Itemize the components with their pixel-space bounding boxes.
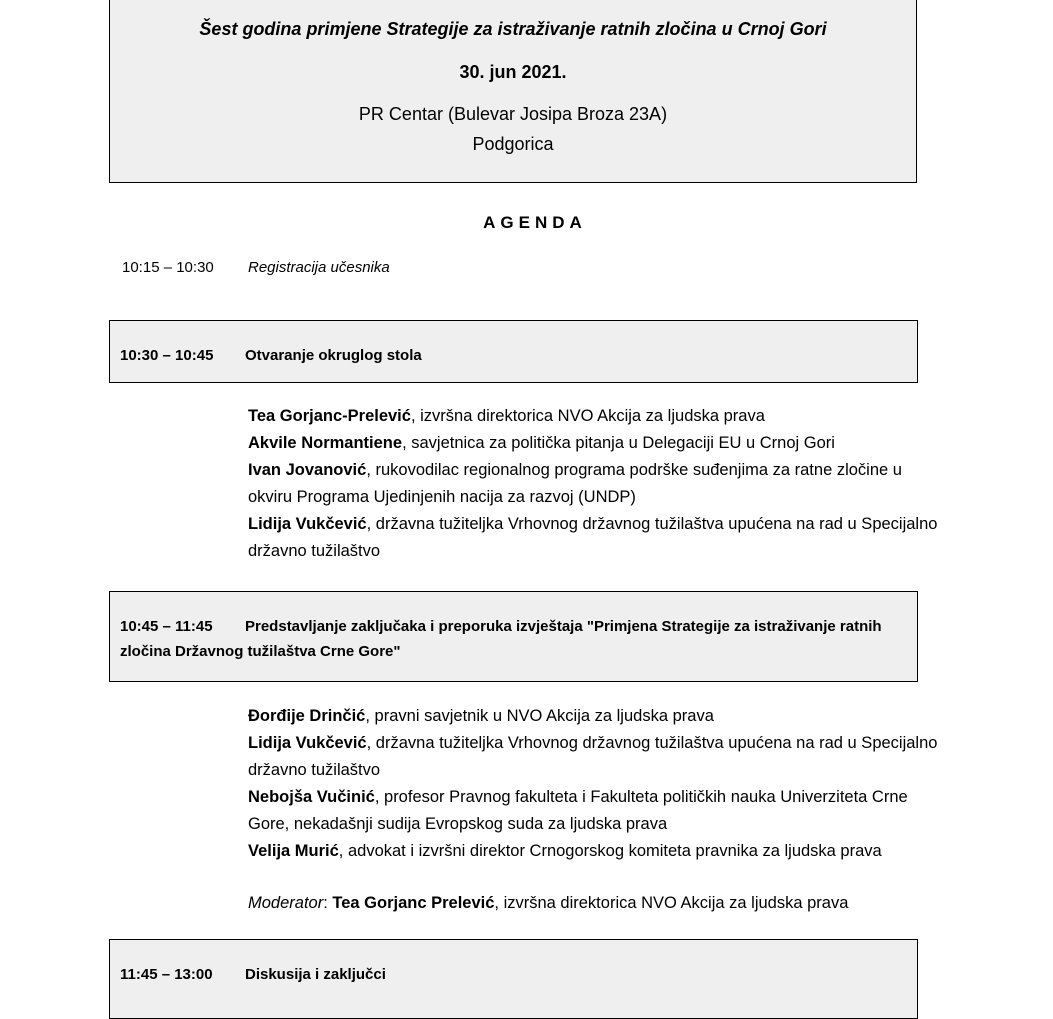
- agenda-item-title: Registracija učesnika: [248, 259, 390, 276]
- event-date: 30. jun 2021.: [459, 62, 567, 82]
- event-venue: PR Centar (Bulevar Josipa Broza 23A): [358, 104, 668, 124]
- speaker-entry: Đorđije Drinčić, pravni savjetnik u NVO Akcija za ljudska prava: [248, 707, 714, 725]
- event-header: [109, 0, 917, 183]
- moderator-name: Tea Gorjanc Prelević: [332, 894, 495, 912]
- speaker-entry: Velija Murić, advokat i izvršni direktor Crnogorskog komiteta pravnika za ljudska prava: [248, 842, 882, 860]
- agenda-item-title: Predstavljanje zaključaka i preporuka izvještaja "Primjena Strategije za istraživanje ratnih zločina Državnog tužilaštva Crne Gore": [120, 618, 882, 660]
- speaker-entry: Lidija Vukčević, državna tužiteljka Vrhovnog državnog tužilaštva upućena na rad u Specijalno državno tužilaštvo: [248, 734, 938, 779]
- agenda-heading: AGENDA: [483, 213, 587, 232]
- agenda-item-title: Diskusija i zaključci: [245, 966, 386, 983]
- agenda-item-time: 11:45 – 13:00: [120, 966, 213, 983]
- agenda-session-report: [109, 591, 918, 682]
- speaker-entry: Akvile Normantiene, savjetnica za politička pitanja u Delegaciji EU u Crnoj Gori: [248, 434, 835, 452]
- speaker-entry: Tea Gorjanc-Prelević, izvršna direktorica NVO Akcija za ljudska prava: [248, 407, 765, 425]
- agenda-item-registration: [122, 259, 390, 276]
- event-title: Šest godina primjene Strategije za istraživanje ratnih zločina u Crnoj Gori: [199, 19, 827, 39]
- speaker-list-report: [248, 703, 948, 865]
- agenda-item-title: Otvaranje okruglog stola: [245, 347, 422, 364]
- agenda-session-opening: [109, 320, 918, 383]
- speaker-entry: Ivan Jovanović, rukovodilac regionalnog programa podrške suđenjima za ratne zločine u okviru Programa Ujedinjenih nacija za razvoj (UNDP): [248, 461, 902, 506]
- agenda-item-time: 10:45 – 11:45: [120, 618, 213, 635]
- agenda-item-time: 10:30 – 10:45: [120, 347, 214, 364]
- agenda-session-discussion: [109, 939, 918, 1019]
- moderator-label: Moderator: [248, 894, 324, 912]
- event-city: Podgorica: [472, 134, 554, 154]
- speaker-list-opening: [248, 403, 948, 565]
- speaker-entry: Lidija Vukčević, državna tužiteljka Vrhovnog državnog tužilaštva upućena na rad u Specijalno državno tužilaštvo: [248, 515, 938, 560]
- agenda-item-time: 10:15 – 10:30: [122, 259, 214, 276]
- moderator-line: Moderator: Tea Gorjanc Prelević, izvršna direktorica NVO Akcija za ljudska prava: [248, 894, 849, 912]
- speaker-entry: Nebojša Vučinić, profesor Pravnog fakulteta i Fakulteta političkih nauka Univerziteta Crne Gore, nekadašnji sudija Evropskog suda za ljudska prava: [248, 788, 908, 833]
